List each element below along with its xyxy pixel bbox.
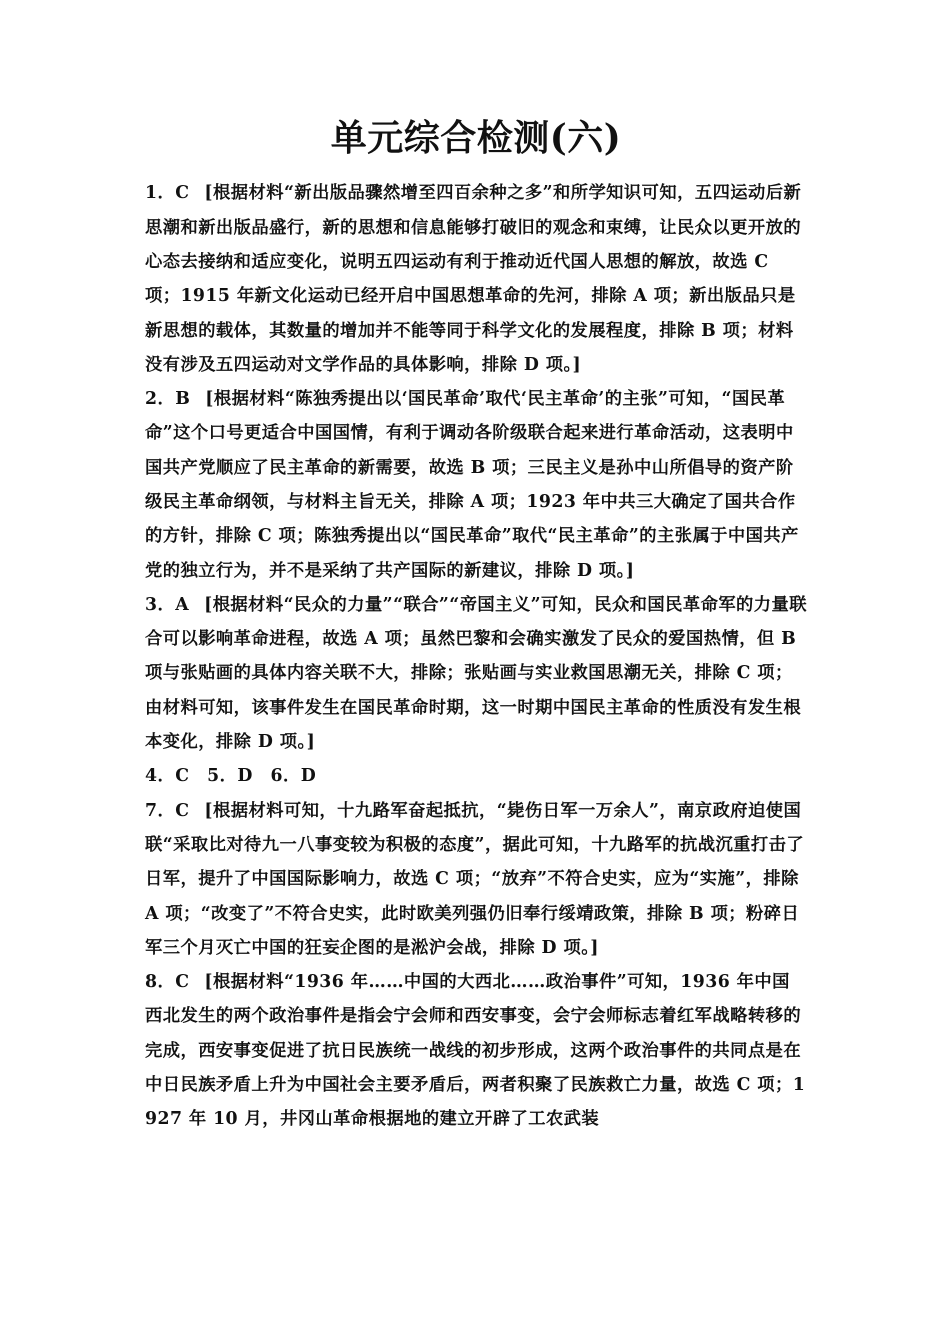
answer-entry-8 xyxy=(145,965,807,1136)
answer-number: 1．C xyxy=(145,183,190,204)
answer-list xyxy=(145,176,807,1136)
answer-number: 8．C xyxy=(145,972,190,993)
answer-explanation: [根据材料“民众的力量”“联合”“帝国主义”可知，民众和国民革命军的力量联合可以影响革命进程，故选 A 项；虽然巴黎和会确实激发了民众的爱国热情，但 B 项与张贴画的具体内容关联不大，排除；张贴画与实业救国思潮无关，排除 C 项；由材料可知，该事件发生在国民革命时期，这一时期中国民主革命的性质没有发生根本变化，排除 D 项。] xyxy=(145,594,807,753)
answer-number: 7．C xyxy=(145,800,190,821)
answer-entry-7 xyxy=(145,794,807,965)
answer-entry-2 xyxy=(145,382,807,588)
answer-number-group: 4．C 5．D 6．D xyxy=(145,766,317,787)
answer-explanation: [根据材料“1936 年……中国的大西北……政治事件”可知，1936 年中国西北发生的两个政治事件是指会宁会师和西安事变，会宁会师标志着红军战略转移的完成，西安事变促进了抗日民族统一战线的初步形成，这两个政治事件的共同点是在中日民族矛盾上升为中国社会主要矛盾后，两者积聚了民族救亡力量，故选 C 项；1927 年 10 月，井冈山革命根据地的建立开辟了工农武装 xyxy=(145,972,806,1130)
answer-explanation: [根据材料可知，十九路军奋起抵抗，“毙伤日军一万余人”，南京政府迫使国联“采取比对待九一八事变较为积极的态度”，据此可知，十九路军的抗战沉重打击了日军，提升了中国国际影响力，故选 C 项；“放弃”不符合史实，应为“实施”，排除 A 项；“改变了”不符合史实，此时欧美列强仍旧奉行绥靖政策，排除 B 项；粉碎日军三个月灭亡中国的狂妄企图的是淞沪会战，排除 D 项。] xyxy=(145,800,805,958)
answer-entry-1 xyxy=(145,176,807,382)
answer-explanation: [根据材料“新出版品骤然增至四百余种之多”和所学知识可知，五四运动后新思潮和新出版品盛行，新的思想和信息能够打破旧的观念和束缚，让民众以更开放的心态去接纳和适应变化，说明五四运动有利于推动近代国人思想的解放，故选 C 项；1915 年新文化运动已经开启中国思想革命的先河，排除 A 项；新出版品只是新思想的载体，其数量的增加并不能等同于科学文化的发展程度，排除 B 项；材料没有涉及五四运动对文学作品的具体影响，排除 D 项。] xyxy=(145,183,802,375)
answer-number: 3．A xyxy=(145,594,190,615)
answer-explanation: [根据材料“陈独秀提出以‘国民革命’取代‘民主革命’的主张”可知，“国民革命”这个口号更适合中国国情，有利于调动各阶级联合起来进行革命活动，这表明中国共产党顺应了民主革命的新需要，故选 B 项；三民主义是孙中山所倡导的资产阶级民主革命纲领，与材料主旨无关，排除 A 项；1923 年中共三大确定了国共合作的方针，排除 C 项；陈独秀提出以“国民革命”取代“民主革命”的主张属于中国共产党的独立行为，并不是采纳了共产国际的新建议，排除 D 项。] xyxy=(145,389,799,581)
answer-entry-4-6 xyxy=(145,759,807,793)
document-title: 单元综合检测(六) xyxy=(330,117,622,159)
answer-number: 2．B xyxy=(145,389,191,410)
answer-entry-3 xyxy=(145,588,807,759)
